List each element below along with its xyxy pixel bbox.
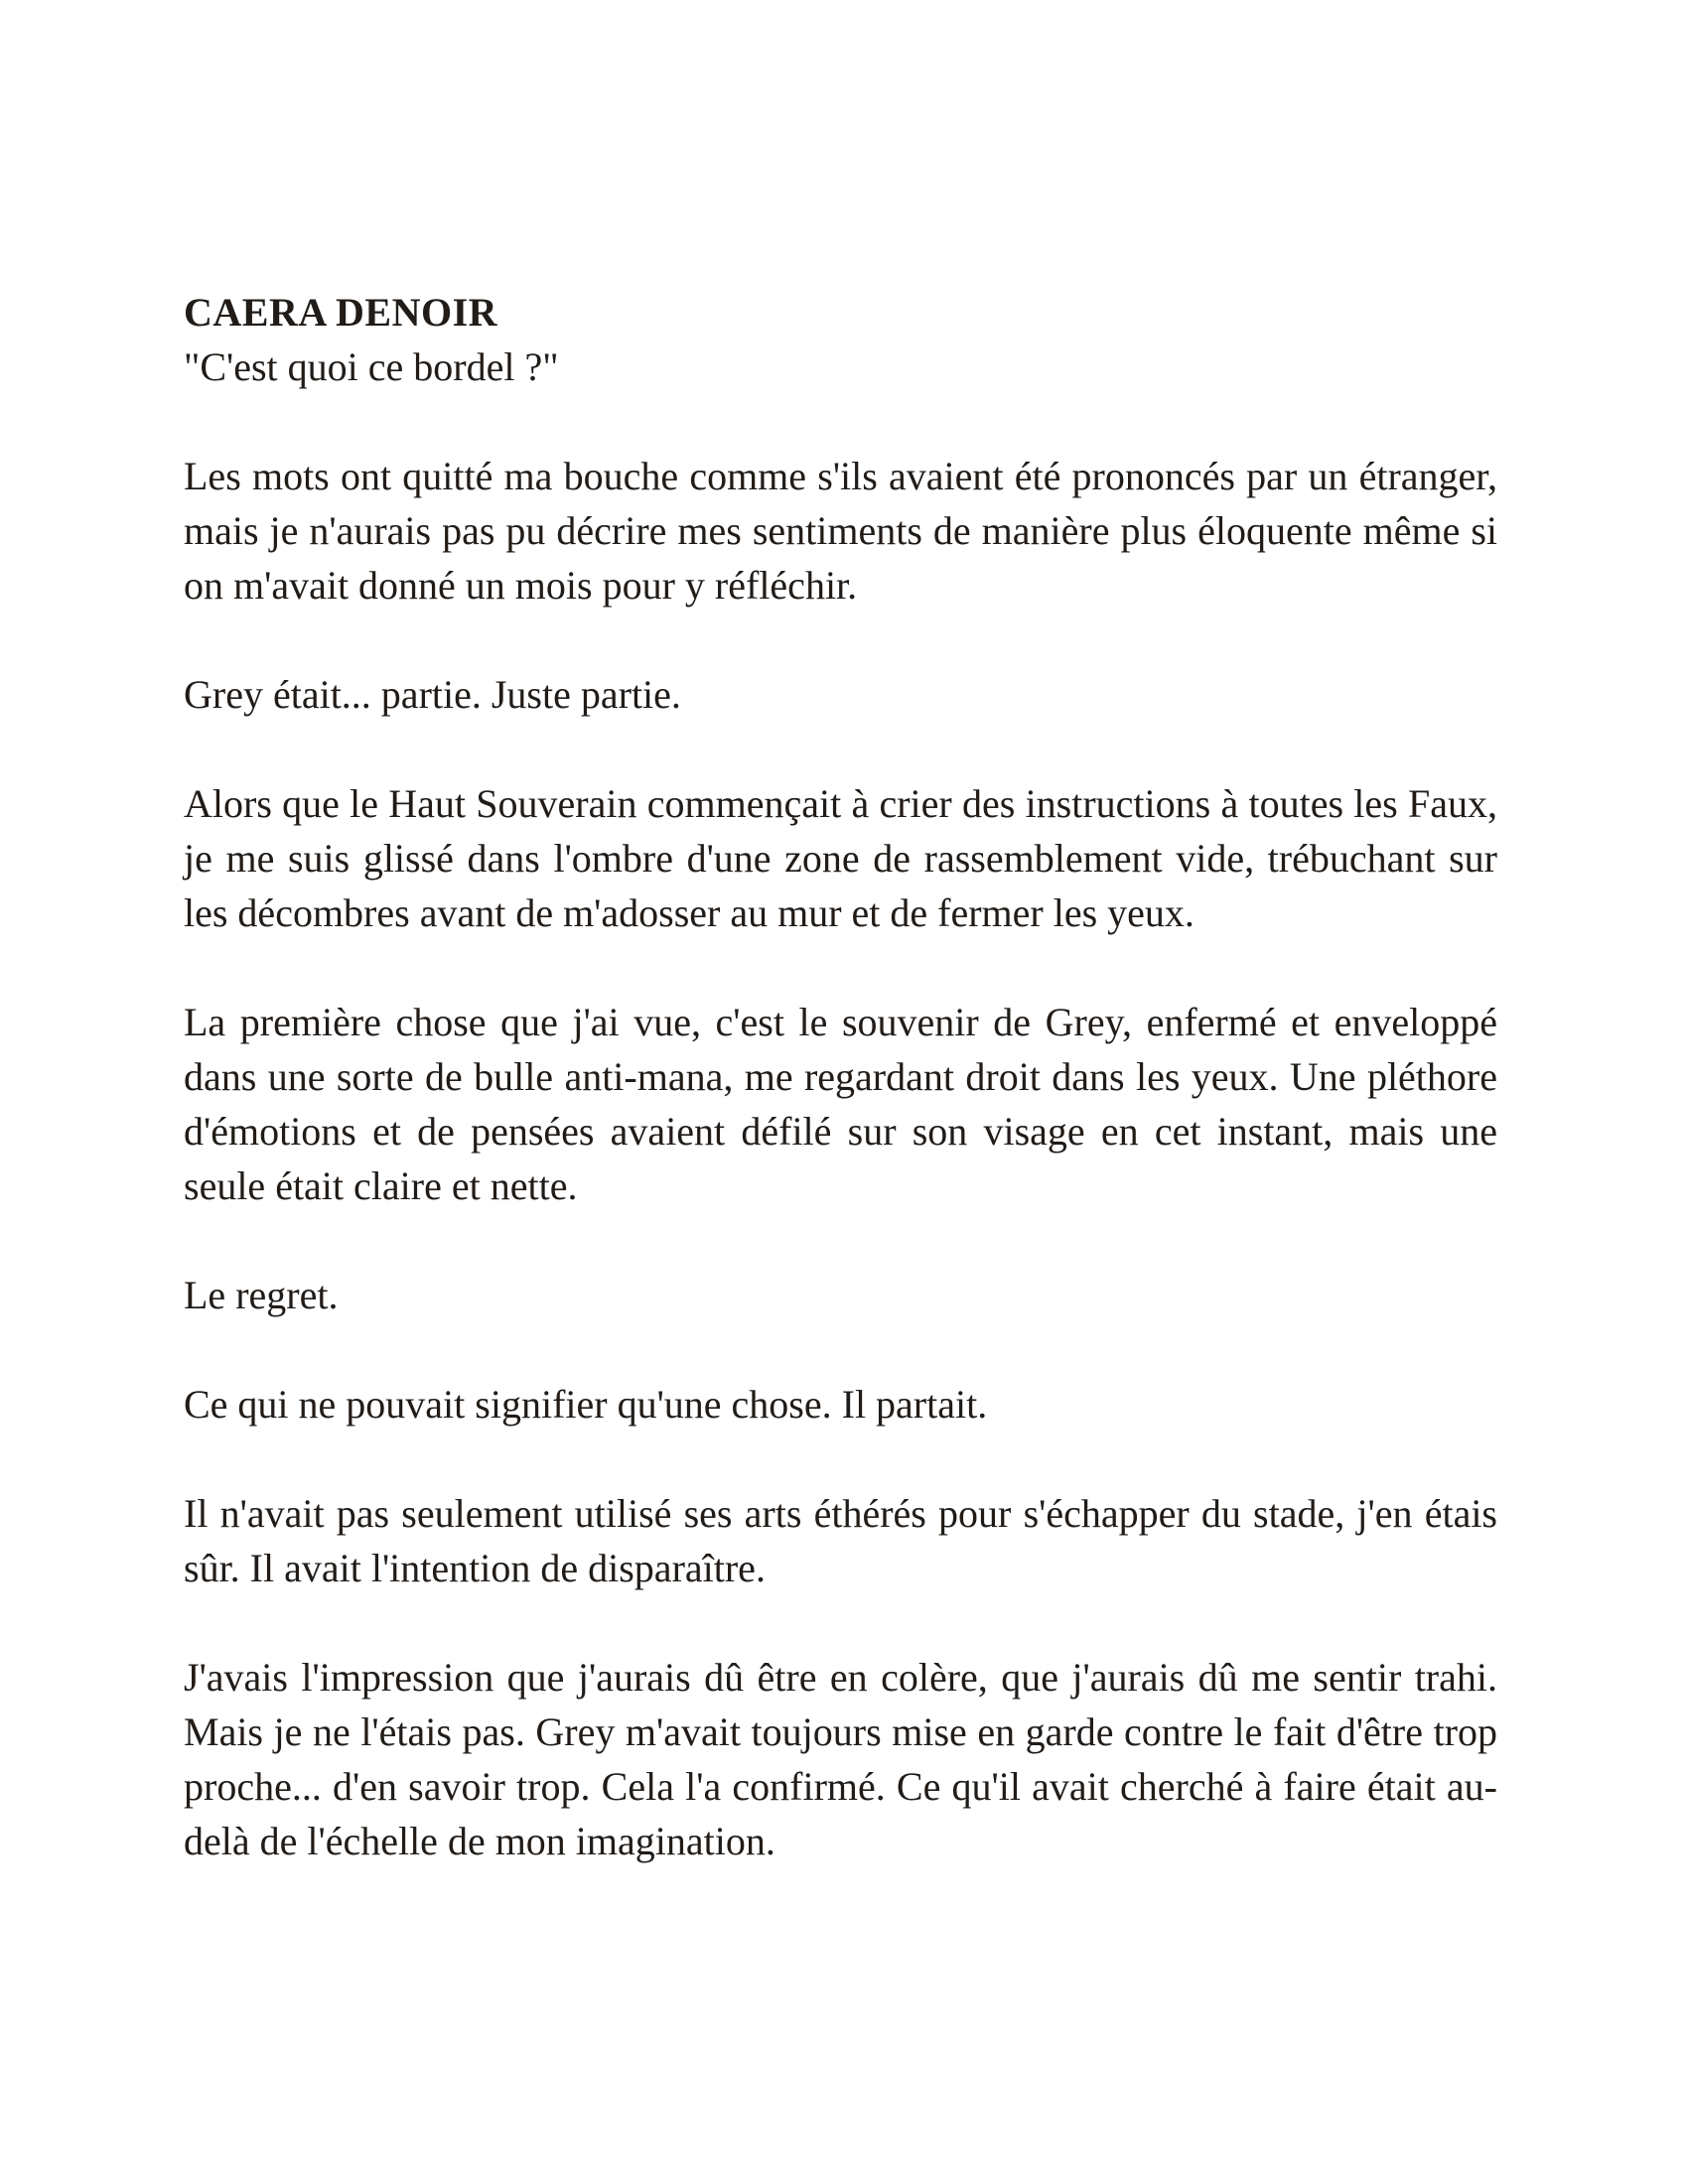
chapter-heading: CAERA DENOIR	[184, 290, 498, 335]
paragraph: Il n'avait pas seulement utilisé ses arts éthérés pour s'échapper du stade, j'en étais sûr. Il avait l'intention de disparaître.	[184, 1491, 1497, 1590]
paragraph: Le regret.	[184, 1273, 339, 1317]
paragraph: La première chose que j'ai vue, c'est le souvenir de Grey, enfermé et enveloppé dans une sorte de bulle anti-mana, me regardant droit dans les yeux. Une pléthore d'émotions et de pensées avaient défilé sur son visage en cet instant, mais une seule était claire et nette.	[184, 1000, 1497, 1208]
page-content	[184, 285, 1497, 1868]
paragraph: Ce qui ne pouvait signifier qu'une chose. Il partait.	[184, 1382, 988, 1427]
paragraph: Les mots ont quitté ma bouche comme s'ils avaient été prononcés par un étranger, mais je n'aurais pas pu décrire mes sentiments de manière plus éloquente même si on m'avait donné un mois pour y réfléchir.	[184, 454, 1497, 608]
paragraph: Grey était... partie. Juste partie.	[184, 672, 681, 717]
paragraph: Alors que le Haut Souverain commençait à crier des instructions à toutes les Faux, je me suis glissé dans l'ombre d'une zone de rassemblement vide, trébuchant sur les décombres avant de m'adosser au mur et de fermer les yeux.	[184, 781, 1497, 935]
opening-quote-line: "C'est quoi ce bordel ?"	[184, 344, 559, 389]
paragraph: J'avais l'impression que j'aurais dû être en colère, que j'aurais dû me sentir trahi. Mais je ne l'étais pas. Grey m'avait toujours mise en garde contre le fait d'être trop proche... d'en savoir trop. Cela l'a confirmé. Ce qu'il avait cherché à faire était au-delà de l'échelle de mon imagination.	[184, 1655, 1497, 1863]
